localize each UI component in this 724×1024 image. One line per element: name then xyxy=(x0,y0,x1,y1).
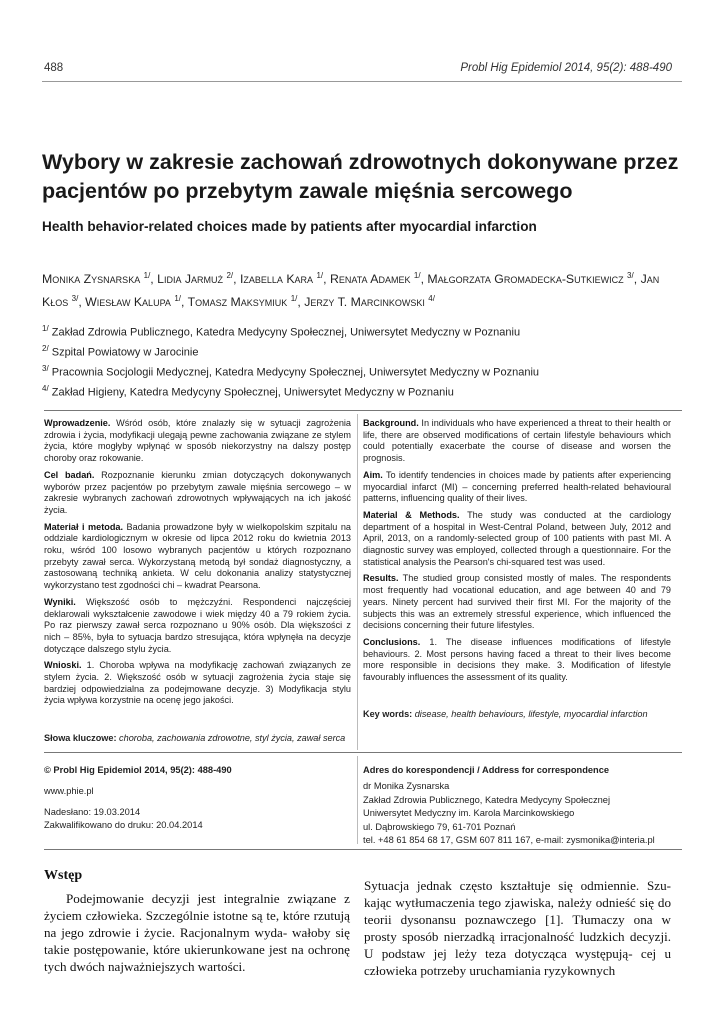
correspondence-line: tel. +48 61 854 68 17, GSM 607 811 167, e-mail: zysmonika@interia.pl xyxy=(363,835,655,846)
keywords-label: Słowa kluczowe: xyxy=(44,733,117,743)
page-number: 488 xyxy=(44,62,64,74)
affiliation-text: Szpital Powiatowy w Jarocinie xyxy=(48,346,199,359)
body-text-left: Podejmowanie decyzji jest integralnie związane z życiem człowieka. Szczególnie istotne są te, które rzutują na jego zdrowie i życie. Racjonalnym wyda- wałoby się takie postępowanie, które ukierunkowane jest na ochronę tych dwóch najważniejszych wartości. xyxy=(44,891,350,975)
affiliation-number: 2/ xyxy=(42,343,49,353)
abstract-text: Większość osób to mężczyźni. Respondenci najczęściej deklarowali wykształcenie zawodowe i wiek między 40 a 79 rokiem życia. Po raz pierwszy zawał serca rozpoznano u 90% osób. Dla większości z nich – 85%, była to sytuacja bardzo stresująca, która wpłynęła na decyzje dotyczące dalszego stylu życia. xyxy=(44,596,351,654)
author-affiliation-mark: 1/ xyxy=(316,271,324,280)
author-name: Tomasz Maksymiuk xyxy=(187,295,291,310)
affiliation-list xyxy=(42,321,682,401)
correspondence-title: Adres do korespondencji / Address for correspondence xyxy=(363,765,610,775)
copyright-line: © Probl Hig Epidemiol 2014, 95(2): 488-490 xyxy=(44,765,232,775)
author-name: Jan Kłos xyxy=(42,272,660,310)
affiliation-text: Zakład Zdrowia Publicznego, Katedra Medycyny Społecznej, Uniwersytet Medyczny w Poznaniu xyxy=(48,326,521,339)
affiliation-number: 3/ xyxy=(42,363,49,373)
keywords-polish xyxy=(44,733,364,743)
abstract-english xyxy=(363,418,671,689)
author-name: Jerzy T. Marcinkowski xyxy=(304,295,429,310)
abstract-text: Rozpoznanie kierunku zmian dotyczących dokonywanych wyborów przez pacjentów po przebytym zawale mięśnia sercowego – w zakresie wybranych zachowań zdrowotnych wpływających na ich jakość życia. xyxy=(44,469,351,515)
correspondence-line: Zakład Zdrowia Publicznego, Katedra Medycyny Społecznej xyxy=(363,794,611,805)
correspondence-line: dr Monika Zysnarska xyxy=(363,781,450,792)
abstract-label: Material & Methods. xyxy=(363,509,460,520)
abstract-label: Wnioski. xyxy=(44,660,82,671)
journal-reference: Probl Hig Epidemiol 2014, 95(2): 488-490 xyxy=(460,62,672,74)
keywords-text: choroba, zachowania zdrowotne, styl życia, zawał serca xyxy=(116,733,346,743)
correspondence-lines xyxy=(363,780,683,847)
abstract-label: Materiał i metoda. xyxy=(44,521,124,532)
correspondence-line: ul. Dąbrowskiego 79, 61-701 Poznań xyxy=(363,821,516,832)
abstract-text: 1. The disease influences modifications of lifestyle behaviours. 2. Most persons having faced a threat to their lives become more responsible in decisions they make. 3. Modification of lifestyle favourably influences the assessment of its quality. xyxy=(363,636,671,683)
abstract-paragraph xyxy=(44,418,351,465)
journal-url[interactable]: www.phie.pl xyxy=(44,786,94,796)
body-top-rule xyxy=(44,849,682,850)
author-affiliation-mark: 3/ xyxy=(71,294,79,304)
abstract-text: The study was conducted at the cardiology department of a hospital in West-Central Poland, between July, 2012 and April, 2013, on a randomly-selected group of 100 patients with past MI. A diagnostic survey was employed, collected through a questionnaire. For the statistical analysis the Pearson's chi-squared test was used. xyxy=(363,509,672,567)
abstract-paragraph xyxy=(363,418,671,465)
abstract-text: 1. Choroba wpływa na modyfikację zachowań związanych ze stylem życia. 2. Większość osób w sytuacji zagrożenia życia staje się bardziej odpowiedzialna za podejmowane decyzje. 3) Modyfikacja stylu życia wpływa korzystnie na ocenę jego jakości. xyxy=(44,660,351,706)
keywords-text: disease, health behaviours, lifestyle, myocardial infarction xyxy=(412,709,648,719)
author-list: Monika Zysnarska $^{1/}$, Lidia Jarmuż $^{2/}$, Izabella Kara $^{1/}$, Renata Adamek $^{1/}$, Małgorzata Gromadecka-Sutkiewicz $^{3/}$, Jan Kłos $^{3/}$, Wiesław Kalupa $^{1/}$, Tomasz Maksymiuk $^{1/}$, Jerzy T. Marcinkowski $^{4/}$ xyxy=(42,271,660,310)
abstract-text: Badania prowadzone były w wielkopolskim szpitalu na oddziale kardiologicznym w okresie od lipca 2012 roku do kwietnia 2013 roku, wśród 100 losowo wybranych pacjentów u których rozpoznano przebyty zawał serca. Wykorzystaną metodą był sondaż diagnostyczny, a zastosowaną techniką ankieta. W celu dokonania analizy statystycznej wykorzystano test zgodności chi – kwadrat Pearsona. xyxy=(44,521,351,591)
abstract-label: Wyniki. xyxy=(44,596,76,607)
abstract-label: Wprowadzenie. xyxy=(44,418,111,428)
submission-date: Nadesłano: 19.03.2014 xyxy=(44,807,141,817)
abstract-paragraph xyxy=(44,470,351,517)
abstract-paragraph xyxy=(44,597,351,656)
author-affiliation-mark: 2/ xyxy=(226,271,234,280)
abstract-text: In individuals who have experienced a threat to their health or life, there are observed modifications of certain lifestyle behaviours which could potentially exacerbate the course of disease and worsen the prognosis. xyxy=(363,418,671,464)
abstract-paragraph xyxy=(363,637,671,684)
author-affiliation-mark: 1/ xyxy=(290,294,298,304)
author-name: Wiesław Kalupa xyxy=(85,295,175,310)
abstract-label: Cel badań. xyxy=(44,469,95,480)
abstract-label: Aim. xyxy=(363,469,383,480)
author-affiliation-mark: 1/ xyxy=(174,294,181,304)
author-affiliation-mark: 3/ xyxy=(627,271,634,280)
affiliation-text: Pracownia Socjologii Medycznej, Katedra Medycyny Społecznej, Uniwersytet Medyczny w Poznaniu xyxy=(48,366,540,379)
body-text-right: Sytuacja jednak często kształtuje się odmiennie. Szu- kając wytłumaczenia tego zjawiska, należy odnieść się do teorii dysonansu poznawczego [1]. Tłumaczy ona w prosty sposób nierzadką irracjonalność ludzkich decyzji. U podstaw jej leży teza dotycząca występują- cej u człowieka potrzeby uruchamiania ryzykownych xyxy=(364,878,671,979)
abstract-label: Background. xyxy=(363,418,419,428)
correspondence-block xyxy=(363,764,683,847)
abstract-paragraph xyxy=(44,660,351,707)
abstract-text: To identify tendencies in choices made by patients after experiencing myocardial infarct (MI) – concerning preferred health-related behavioural patterns, influencing quality of their lives. xyxy=(363,469,671,504)
section-heading: Wstęp xyxy=(44,868,83,883)
abstract-label: Results. xyxy=(363,573,399,584)
acceptance-date: Zakwalifikowano do druku: 20.04.2014 xyxy=(44,820,203,830)
keywords-english xyxy=(363,709,683,719)
author-affiliation-mark: 4/ xyxy=(428,294,435,304)
author-affiliation-mark: 1/ xyxy=(143,271,151,280)
author-name: Monika Zysnarska xyxy=(42,272,144,287)
abstract-text: The studied group consisted mostly of males. The respondents most frequently had vocational education, and age between 40 and 79 years. Ninety percent had survived their first MI. For the majority of the subjects this was an extremely stressful experience, which influenced the decisions concerning their future lifestyles. xyxy=(363,573,671,631)
info-top-rule xyxy=(44,752,682,753)
affiliation-item xyxy=(42,361,682,381)
abstract-polish xyxy=(44,418,351,712)
affiliation-number: 1/ xyxy=(42,324,49,333)
keywords-label: Key words: xyxy=(363,709,413,719)
publication-info xyxy=(44,764,344,832)
abstract-paragraph xyxy=(44,522,351,592)
abstract-paragraph xyxy=(363,470,671,505)
author-name: Małgorzata Gromadecka-Sutkiewicz xyxy=(427,272,628,287)
abstract-paragraph xyxy=(363,510,671,569)
abstract-divider xyxy=(357,414,358,750)
affiliation-item xyxy=(42,321,682,341)
article-title-en: Health behavior-related choices made by patients after myocardial infarction xyxy=(42,219,537,234)
abstract-text: Wśród osób, które znalazły się w sytuacji zagrożenia zdrowia i życia, modyfikacji ulegają pewne zachowania związane ze stylem życia, które mogłyby wpłynąć w sposób niekorzystny na dalszy postęp choroby oraz rokowanie. xyxy=(44,418,351,464)
article-title-pl: Wybory w zakresie zachowań zdrowotnych dokonywane przez pacjentów po przebytym zawale mięśnia sercowego xyxy=(42,150,679,203)
author-name: Renata Adamek xyxy=(329,272,414,287)
info-divider xyxy=(357,756,358,844)
correspondence-line: Uniwersytet Medyczny im. Karola Marcinkowskiego xyxy=(363,808,575,819)
author-affiliation-mark: 1/ xyxy=(413,271,421,280)
abstract-paragraph xyxy=(363,573,671,632)
affiliation-number: 4/ xyxy=(42,383,49,393)
abstract-top-rule xyxy=(44,410,682,411)
author-name: Lidia Jarmuż xyxy=(157,272,227,287)
affiliation-text: Zakład Higieny, Katedra Medycyny Społecznej, Uniwersytet Medyczny w Poznaniu xyxy=(48,386,454,399)
header-rule xyxy=(42,81,682,82)
author-name: Izabella Kara xyxy=(239,272,317,287)
affiliation-item xyxy=(42,381,682,401)
affiliation-item xyxy=(42,341,682,361)
abstract-label: Conclusions. xyxy=(363,636,421,647)
